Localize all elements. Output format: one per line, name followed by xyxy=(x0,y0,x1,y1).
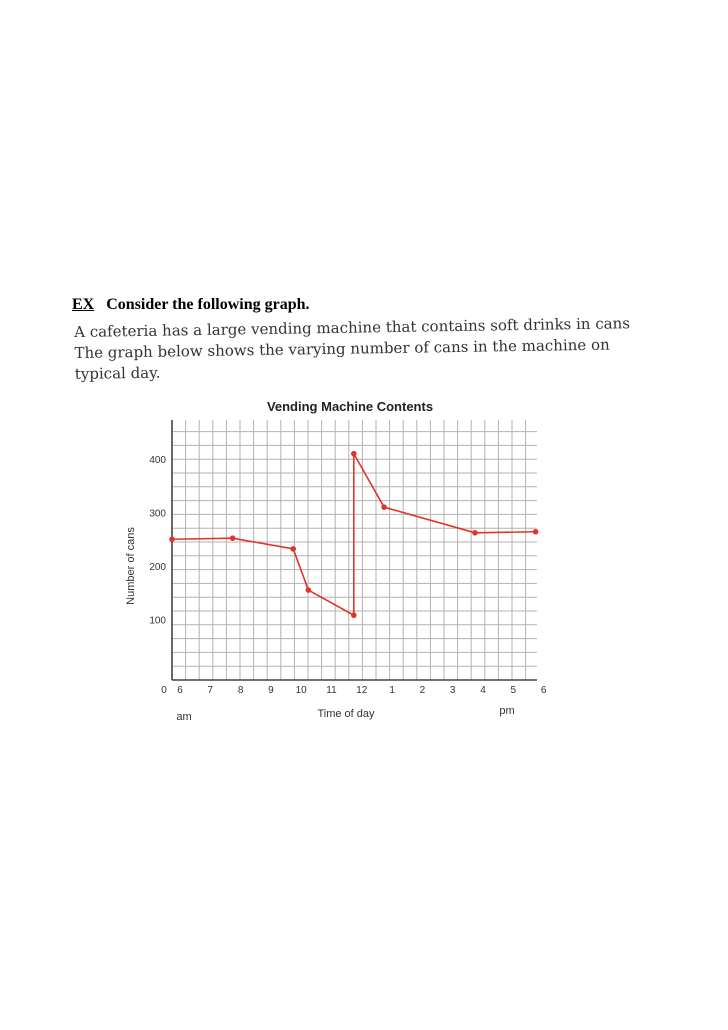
x-tick-label: 11 xyxy=(326,685,337,696)
y-tick-labels xyxy=(149,455,166,627)
chart-title: Vending Machine Contents xyxy=(266,399,434,414)
data-point xyxy=(381,504,387,510)
x-tick-labels xyxy=(161,685,547,696)
x-tick-label: 7 xyxy=(207,685,214,696)
x-tick-label: 3 xyxy=(449,685,456,696)
x-tick-label: 8 xyxy=(237,685,244,696)
y-tick-label: 200 xyxy=(149,562,166,573)
x-pm-label: pm xyxy=(499,705,515,717)
exercise-label: EX xyxy=(72,296,95,313)
x-tick-label: 4 xyxy=(480,685,486,696)
x-tick-label: 6 xyxy=(540,685,547,696)
x-tick-label: 1 xyxy=(389,685,395,696)
data-point xyxy=(351,451,357,457)
data-point xyxy=(169,536,175,542)
y-tick-label: 400 xyxy=(149,455,166,466)
y-tick-label: 100 xyxy=(149,615,166,627)
data-point xyxy=(290,546,296,552)
exercise-title: Consider the following graph. xyxy=(106,296,310,313)
data-point xyxy=(533,529,539,535)
y-tick-label: 300 xyxy=(149,508,166,520)
data-point xyxy=(472,530,478,536)
x-tick-label: 2 xyxy=(419,685,426,696)
data-point xyxy=(306,587,312,593)
x-tick-label: 10 xyxy=(295,685,307,696)
description-line-3: typical day. xyxy=(74,363,161,383)
description-line-1: A cafeteria has a large vending machine that contains soft drinks in cans xyxy=(74,314,631,341)
data-point xyxy=(230,535,236,541)
x-tick-label: 12 xyxy=(356,685,368,696)
x-tick-label: 9 xyxy=(268,685,274,696)
y-axis-label: Number of cans xyxy=(125,527,137,605)
x-tick-label: 6 xyxy=(177,685,183,696)
x-axis-label: Time of day xyxy=(317,708,375,720)
description-line-2: The graph below shows the varying number of cans in the machine on xyxy=(74,335,610,362)
data-series xyxy=(169,451,538,618)
x-tick-label: 5 xyxy=(510,685,517,696)
x-am-label: am xyxy=(176,711,192,723)
data-point xyxy=(351,612,357,618)
x-tick-label: 0 xyxy=(161,685,167,696)
